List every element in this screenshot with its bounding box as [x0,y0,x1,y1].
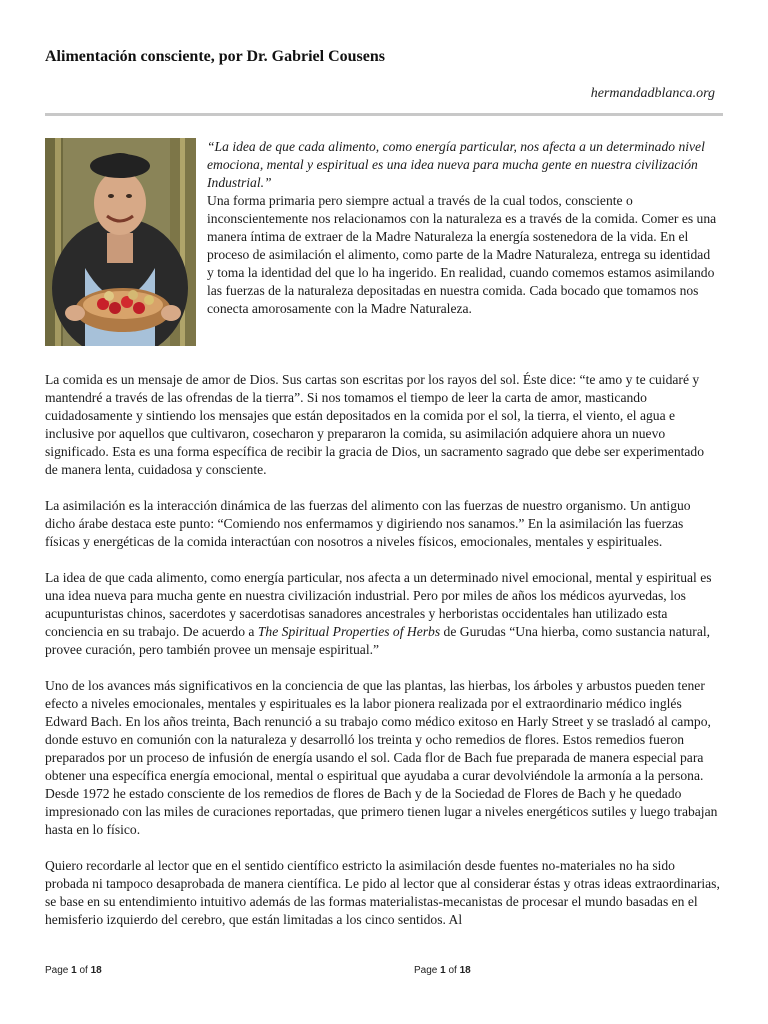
page-title: Alimentación consciente, por Dr. Gabriel Cousens [45,48,385,65]
paragraph: La asimilación es la interacción dinámica de las fuerzas del alimento con las fuerzas de nuestro organismo. Un antiguo dicho árabe destaca este punto: “Comiendo nos enfermamos y digiriendo nos sanamos.” En la asimilación las fuerzas físicas y energéticas de la comida interactúan con nosotros a niveles físicos, emocionales, mentales y espirituales. [45,498,691,549]
paragraph [45,569,720,659]
of-word: of [79,965,88,976]
source-website: hermandadblanca.org [590,86,715,101]
paragraph: La comida es un mensaje de amor de Dios. Sus cartas son escritas por los rayos del sol. Éste dice: “te amo y te cuidaré y mantendré a través de las ofrendas de la tierra”. Si nos tomamos el tiempo de leer la carta de amor, masticando cuidadosamente y sintiendo los mensajes que están depositados en la comida por el sol, la tierra, el viento, el agua e inclusive por aquellos que cultivaron, cosecharon y prepararon la comida, su asimilación adquiere ahora un nuevo significado. Esta es una forma específica de recibir la gracia de Dios, un sacramento sagrado que debe ser experimentado de manera lenta, cuidadosa y consciente. [45,372,705,477]
header-divider [45,113,723,116]
paragraph-text: de Gurudas “Una hierba, como sustancia natural, provee curación, pero también provee un mensaje espiritual.” [45,624,711,657]
page-number-right [414,965,471,976]
current-page: 1 [71,965,77,976]
total-pages: 18 [459,965,471,976]
total-pages: 18 [90,965,102,976]
current-page: 1 [440,965,446,976]
intro-paragraph: Una forma primaria pero siempre actual a través de la cual todos, consciente o inconscientemente nos relacionamos con la naturaleza es a través de la comida. Comer es una manera íntima de extraer de la Madre Naturaleza la energía sostenedora de la vida. En el proceso de asimilación el alimento, como parte de la Madre Naturaleza, entrega su identidad y toma la identidad del que lo ha ingerido. En realidad, cuando comemos estamos asimilando las fuerzas de la naturaleza depositadas en nuestra comida. Cada bocado que tomamos nos conecta amorosamente con la Madre Naturaleza. [207,193,717,316]
paragraph: Uno de los avances más significativos en la conciencia de que las plantas, las hierbas, los árboles y arbustos pueden tener efecto a niveles emocionales, mentales y espirituales es la labor pionera realizada por el extraordinario médico inglés Edward Bach. En los años treinta, Bach renunció a su trabajo como médico exitoso en Harly Street y se trasladó al campo, donde estuvo en comunión con la naturaleza y desarrolló los treinta y ocho remedios de flores. Estos remedios fueron preparados por un proceso de infusión de energía usando el sol. Cada flor de Bach fue preparada de manera especial para obtener una específica energía emocional, mental o espiritual que ayudaba a curar devolviéndole la armonía a la persona. Desde 1972 he estado consciente de los remedios de flores de Bach y de la Sociedad de Flores de Bach y he quedado impresionado con las miles de curaciones reportadas, que primero tienen lugar a niveles energéticos sutiles y luego trabajan hasta en lo físico. [45,678,718,837]
page-number-left [45,965,102,976]
page-word: Page [45,965,69,976]
author-photo [45,138,196,346]
paragraph-text: La idea de que cada alimento, como energía particular, nos afecta a un determinado nivel emocional, mental y espiritual es una idea nueva para mucha gente en nuestra civilización industrial. Pero por miles de años los médicos ayurvedas, los acupunturistas chinos, sacerdotes y sacerdotisas sanadores ancestrales y herboristas occidentales han utilizado esta conciencia en su trabajo. De acuerdo a [45,570,712,639]
pull-quote: “La idea de que cada alimento, como energía particular, nos afecta a un determinado nivel emociona, mental y espiritual es una idea nueva para mucha gente en nuestra civilización Industrial.” [207,139,705,190]
article-body [45,371,720,947]
author-photo-image [45,138,196,346]
page-word: Page [414,965,438,976]
intro-section [207,138,719,318]
of-word: of [448,965,457,976]
paragraph: Quiero recordarle al lector que en el sentido científico estricto la asimilación desde fuentes no-materiales no ha sido probada ni tampoco desaprobada de manera científica. Le pido al lector que al considerar éstas y otras ideas extraordinarias, se base en su entendimiento intuitivo además de las formas materialistas-mecanistas de procesar el mundo basadas en el hemisferio izquierdo del cerebro, que están limitadas a los cinco sentidos. Al [45,858,720,927]
book-title: The Spiritual Properties of Herbs [257,624,441,639]
